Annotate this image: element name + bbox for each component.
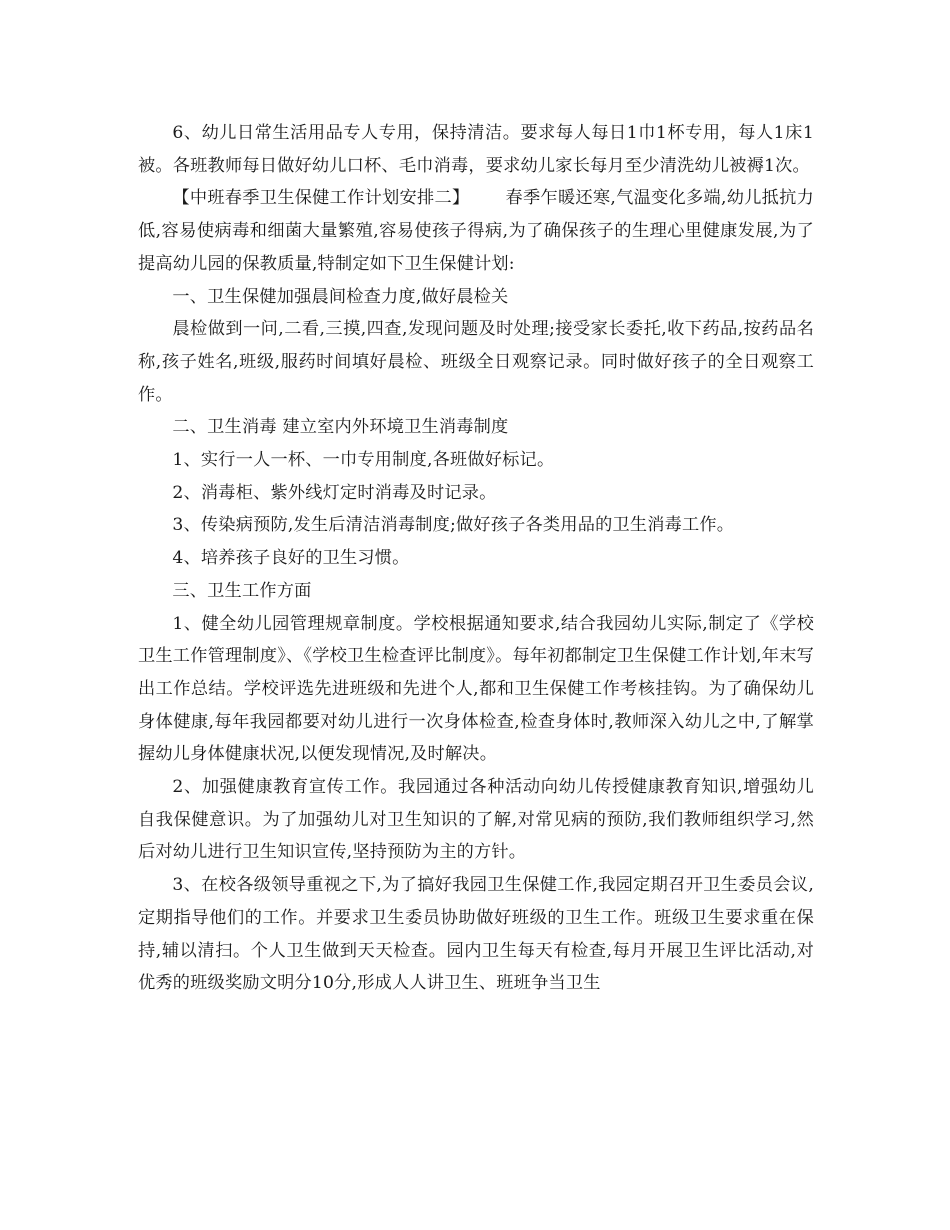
document-body (138, 117, 814, 1000)
list-item-4: 4、培养孩子良好的卫生习惯。 (172, 548, 410, 569)
paragraph-leadership: 3、在校各级领导重视之下,为了搞好我园卫生保健工作,我园定期召开卫生委员会议,定期指导他们的工作。并要求卫生委员协助做好班级的卫生工作。班级卫生要求重在保持,辅以清扫。个人卫生做到天天检查。园内卫生每天有检查,每月开展卫生评比活动,对优秀的班级奖励文明分10分,形成人人讲卫生、班班争当卫生 (138, 875, 814, 994)
intro-text: 春季乍暖还寒,气温变化多端,幼儿抵抗力低,容易使病毒和细菌大量繁殖,容易使孩子得病,为了确保孩子的生理心里健康发展,为了提高幼儿园的保教质量,特制定如下卫生保健计划: (138, 188, 815, 274)
paragraph-daily-items: 6、幼儿日常生活用品专人专用，保持清洁。要求每人每日1巾1杯专用，每人1床1被。各班教师每日做好幼儿口杯、毛巾消毒，要求幼儿家长每月至少清洗幼儿被褥1次。 (138, 123, 814, 176)
heading-disinfection: 二、卫生消毒 建立室内外环境卫生消毒制度 (172, 417, 509, 438)
list-item-3: 3、传染病预防,发生后清洁消毒制度;做好孩子各类用品的卫生消毒工作。 (172, 515, 735, 536)
heading-morning-check: 一、卫生保健加强晨间检查力度,做好晨检关 (172, 286, 509, 307)
list-item-1: 1、实行一人一杯、一巾专用制度,各班做好标记。 (172, 450, 555, 471)
section-heading: 【中班春季卫生保健工作计划安排二】 (172, 188, 470, 209)
list-item-2: 2、消毒柜、紫外线灯定时消毒及时记录。 (172, 482, 497, 503)
heading-hygiene-work: 三、卫生工作方面 (172, 580, 312, 601)
paragraph-management: 1、健全幼儿园管理规章制度。学校根据通知要求,结合我园幼儿实际,制定了《学校卫生工作管理制度》、《学校卫生检查评比制度》。每年初都制定卫生保健工作计划,年末写出工作总结。学校评选先进班级和先进个人,都和卫生保健工作考核挂钩。为了确保幼儿身体健康,每年我园都要对幼儿进行一次身体检查,检查身体时,教师深入幼儿之中,了解掌握幼儿身体健康状况,以便发现情况,及时解决。 (138, 613, 814, 765)
paragraph-health-education: 2、加强健康教育宣传工作。我园通过各种活动向幼儿传授健康教育知识,增强幼儿自我保健意识。为了加强幼儿对卫生知识的了解,对常见病的预防,我们教师组织学习,然后对幼儿进行卫生知识宣传,坚持预防为主的方针。 (138, 777, 814, 863)
paragraph-plan-two-intro (138, 182, 814, 280)
paragraph-morning-check: 晨检做到一问,二看,三摸,四查,发现问题及时处理;接受家长委托,收下药品,按药品名称,孩子姓名,班级,服药时间填好晨检、班级全日观察记录。同时做好孩子的全日观察工作。 (138, 319, 814, 405)
